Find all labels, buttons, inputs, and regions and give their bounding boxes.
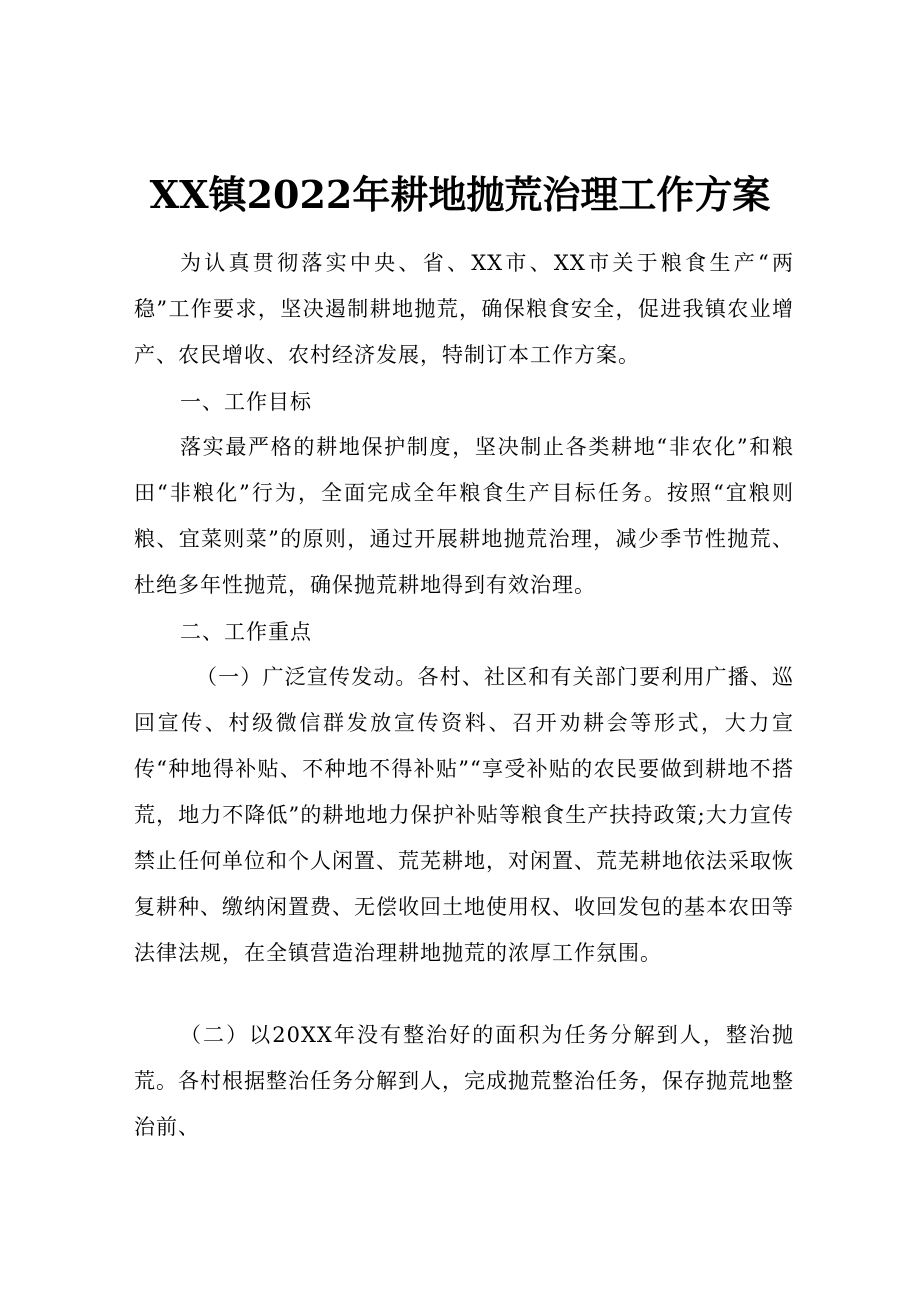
priority-item-1: （一）广泛宣传发动。各村、社区和有关部门要利用广播、巡回宣传、村级微信群发放宣传资料、召开劝耕会等形式，大力宣传“种地得补贴、不种地不得补贴”“享受补贴的农民要做到耕地不搭荒，地力不降低”的耕地地力保护补贴等粮食生产扶持政策;大力宣传禁止任何单位和个人闲置、荒芜耕地，对闲置、荒芜耕地依法采取恢复耕种、缴纳闲置费、无偿收回土地使用权、收回发包的基本农田等法律法规，在全镇营造治理耕地抛荒的浓厚工作氛围。 (134, 665, 794, 965)
section-heading-priorities: 二、工作重点 (180, 620, 312, 644)
goals-paragraph: 落实最严格的耕地保护制度，坚决制止各类耕地“非农化”和粮田“非粮化”行为，全面完成全年粮食生产目标任务。按照“宜粮则粮、宜菜则菜”的原则，通过开展耕地抛荒治理，减少季节性抛荒、杜绝多年性抛荒，确保抛荒耕地得到有效治理。 (134, 435, 794, 597)
section-heading-goals: 一、工作目标 (180, 390, 312, 414)
intro-paragraph: 为认真贯彻落实中央、省、XX市、XX市关于粮食生产“两稳”工作要求，坚决遏制耕地抛荒，确保粮食安全，促进我镇农业增产、农民增收、农村经济发展，特制订本工作方案。 (134, 251, 794, 367)
priority-item-2: （二）以20XX年没有整治好的面积为任务分解到人，整治抛荒。各村根据整治任务分解到人，完成抛荒整治任务，保存抛荒地整治前、 (134, 1023, 794, 1139)
document-title: XX镇2022年耕地抛荒治理工作方案 (149, 172, 771, 217)
